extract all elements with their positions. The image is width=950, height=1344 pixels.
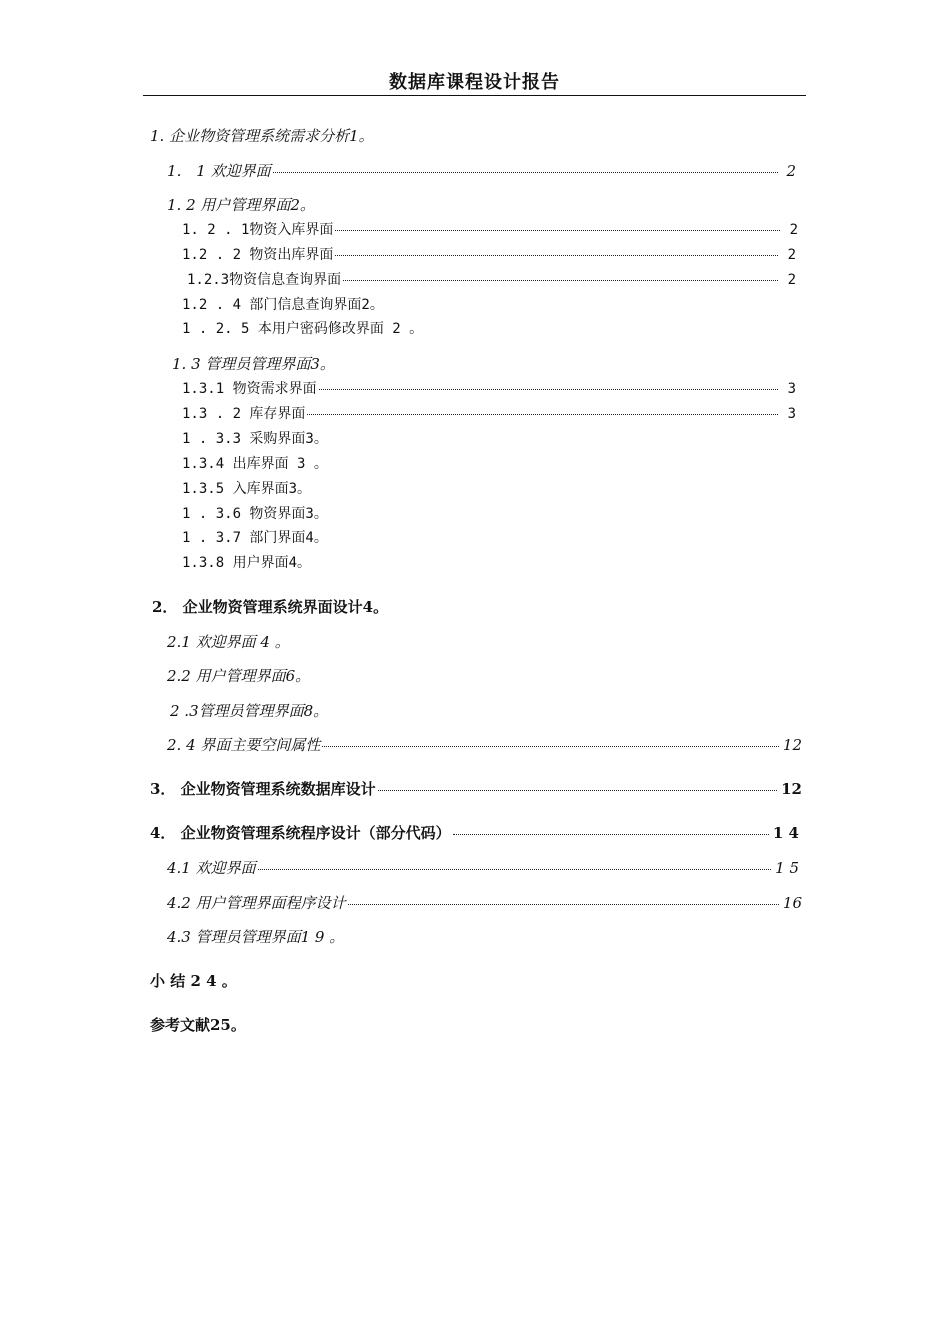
toc-entry-label: 4.3 管理员管理界面1 9 。 (167, 928, 345, 946)
toc-entry-page: 2 (787, 247, 796, 263)
toc-entry-page: 16 (782, 894, 802, 912)
dot-leader (322, 746, 779, 747)
toc-entry (150, 971, 237, 991)
toc-entry-label: 1.3.1 物资需求界面 (182, 381, 317, 397)
toc-entry (150, 1015, 246, 1035)
toc-entry (167, 735, 802, 755)
dot-leader (335, 230, 780, 231)
toc-entry-label: 1.3.8 用户界面4。 (182, 555, 312, 571)
toc-entry-label: 2． 企业物资管理系统界面设计4。 (152, 598, 389, 616)
dot-leader (307, 414, 778, 415)
toc-entry-label: 1. 2 用户管理界面2。 (167, 196, 315, 214)
toc-entry-label: 参考文献25。 (150, 1016, 246, 1034)
dot-leader (273, 172, 778, 173)
toc-entry (172, 354, 335, 374)
header-divider (143, 95, 806, 96)
dot-leader (335, 255, 778, 256)
toc-entry-page: 12 (781, 780, 802, 798)
toc-entry (187, 270, 796, 290)
toc-entry (182, 429, 328, 449)
toc-entry (182, 553, 311, 573)
dot-leader (258, 869, 772, 870)
toc-entry-label: 4． 企业物资管理系统程序设计（部分代码） (150, 824, 451, 842)
toc-entry (182, 454, 328, 474)
toc-entry (150, 823, 799, 843)
document-title: 数据库课程设计报告 (389, 72, 560, 93)
toc-entry-label: 1.2 . 2 物资出库界面 (182, 247, 334, 263)
toc-entry-page: 12 (782, 736, 802, 754)
dot-leader (453, 834, 769, 835)
dot-leader (319, 389, 778, 390)
toc-entry-label: 1 . 3.7 部门界面4。 (182, 530, 328, 546)
toc-entry-label: 2.2 用户管理界面6。 (167, 667, 311, 685)
toc-entry (167, 666, 310, 686)
toc-entry (167, 161, 796, 181)
toc-entry (167, 858, 799, 878)
toc-entry-label: 1. 2 . 1物资入库界面 (182, 222, 334, 238)
toc-entry-label: 3． 企业物资管理系统数据库设计 (150, 780, 376, 798)
toc-entry-page: 1 4 (772, 824, 799, 842)
toc-entry-label: 1 . 3.3 采购界面3。 (182, 431, 328, 447)
toc-entry (182, 479, 311, 499)
toc-entry (182, 295, 384, 315)
toc-entry (167, 195, 315, 215)
toc-entry-label: 1. 企业物资管理系统需求分析1。 (150, 127, 374, 145)
toc-entry (182, 379, 796, 399)
toc-entry-label: 1. 3 管理员管理界面3。 (172, 355, 335, 373)
toc-entry-label: 1.2.3物资信息查询界面 (187, 272, 342, 288)
toc-entry (167, 632, 290, 652)
toc-entry-page: 3 (787, 406, 796, 422)
toc-entry-label: 1 . 3.6 物资界面3。 (182, 506, 328, 522)
toc-entry-label: 2 .3管理员管理界面8。 (170, 702, 329, 720)
toc-entry-label: 4.1 欢迎界面 (167, 859, 256, 877)
toc-entry (150, 779, 802, 799)
toc-entry-label: 2.1 欢迎界面 4 。 (167, 633, 290, 651)
toc-entry-label: 4.2 用户管理界面程序设计 (167, 894, 346, 912)
toc-entry-label: 2. 4 界面主要空间属性 (167, 736, 321, 754)
toc-entry-page: 2 (787, 272, 796, 288)
toc-entry-label: 1.2 . 4 部门信息查询界面2。 (182, 297, 384, 313)
dot-leader (378, 790, 777, 791)
toc-entry (152, 597, 388, 617)
toc-entry (150, 126, 374, 146)
toc-entry (182, 504, 328, 524)
toc-entry (167, 893, 802, 913)
toc-entry (182, 319, 423, 339)
toc-entry-page: 1 5 (775, 859, 799, 877)
toc-entry (182, 245, 796, 265)
dot-leader (343, 280, 778, 281)
toc-entry (167, 927, 344, 947)
toc-entry-label: 1.3 . 2 库存界面 (182, 406, 306, 422)
toc-entry-label: 1.3.5 入库界面3。 (182, 481, 312, 497)
toc-entry-label: 小 结 2 4 。 (150, 972, 237, 990)
toc-entry-page: 2 (786, 162, 796, 180)
toc-entry (182, 404, 796, 424)
toc-entry (182, 220, 798, 240)
toc-entry-label: 1.3.4 出库界面 3 。 (182, 456, 328, 472)
toc-entry-page: 2 (789, 222, 798, 238)
toc-entry-label: 1 . 2. 5 本用户密码修改界面 2 。 (182, 321, 424, 337)
toc-entry-label: 1． 1 欢迎界面 (167, 162, 271, 180)
toc-entry (170, 701, 328, 721)
dot-leader (348, 904, 779, 905)
toc-entry-page: 3 (787, 381, 796, 397)
toc-entry (182, 528, 328, 548)
